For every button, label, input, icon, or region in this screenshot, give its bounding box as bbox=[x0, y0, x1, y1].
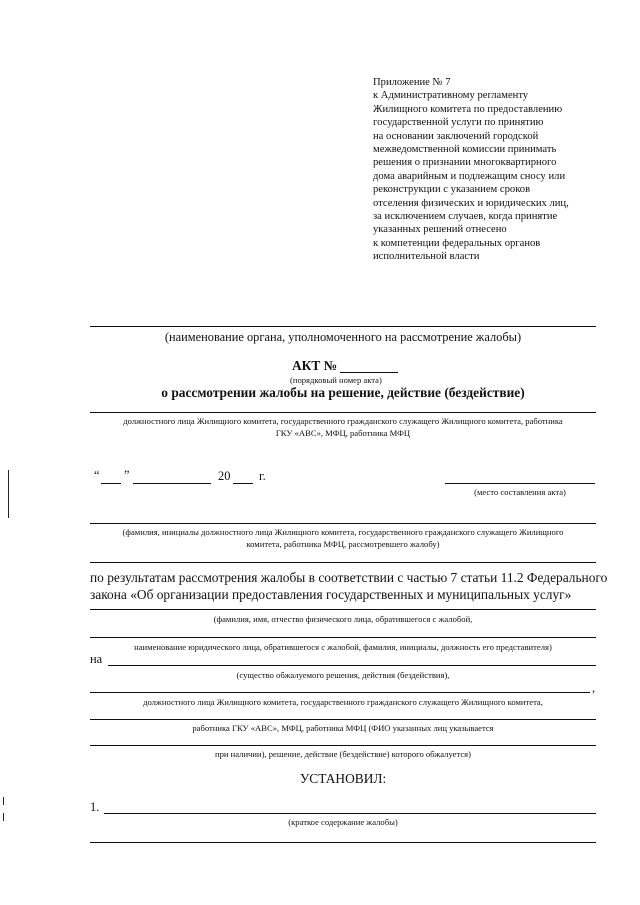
act-number-line[interactable] bbox=[340, 372, 398, 373]
scan-mark bbox=[3, 813, 4, 821]
date-year-suffix: г. bbox=[259, 469, 266, 483]
act-title: АКТ № bbox=[292, 358, 338, 373]
scan-mark bbox=[8, 470, 9, 518]
act-subtitle: о рассмотрении жалобы на решение, действие (бездействие) bbox=[161, 385, 525, 400]
official-caption: должностного лица Жилищного комитета, государственного гражданского служащего Жилищного комитета, bbox=[143, 697, 543, 707]
reviewer-line[interactable] bbox=[90, 523, 596, 524]
act-number-caption: (порядковый номер акта) bbox=[290, 375, 382, 385]
appendix-line: реконструкции с указанием сроков bbox=[373, 184, 531, 196]
organ-name-caption: (наименование органа, уполномоченного на рассмотрение жалобы) bbox=[164, 330, 522, 344]
appendix-line: межведомственной комиссии принимать bbox=[373, 144, 557, 156]
date-year-field[interactable] bbox=[233, 483, 253, 484]
complainant-line-2[interactable] bbox=[90, 637, 596, 638]
appendix-line: государственной услуги по принятию bbox=[373, 117, 544, 129]
appendix-line: дома аварийным и подлежащим сносу или bbox=[373, 170, 566, 182]
established-heading: УСТАНОВИЛ: bbox=[299, 771, 387, 786]
appendix-line: указанных решений отнесено bbox=[373, 224, 507, 236]
date-month-field[interactable] bbox=[133, 483, 211, 484]
summary-line-2[interactable] bbox=[90, 842, 596, 843]
official-caption: должностного лица Жилищного комитета, государственного гражданского служащего Жилищного комитета, работника bbox=[123, 416, 563, 426]
item-number: 1. bbox=[90, 800, 100, 814]
essence-line[interactable] bbox=[90, 692, 590, 693]
official-caption: при наличии), решение, действие (бездействие) которого обжалуется) bbox=[215, 749, 471, 759]
appendix-line: Приложение № 7 bbox=[373, 77, 451, 88]
summary-line[interactable] bbox=[104, 813, 596, 814]
official-line-2[interactable] bbox=[90, 719, 596, 720]
appendix-line: на основании заключений городской bbox=[373, 130, 539, 142]
place-line[interactable] bbox=[445, 483, 595, 484]
date-day-field[interactable] bbox=[101, 483, 121, 484]
date-close-quote: ” bbox=[124, 468, 130, 482]
on-label: на bbox=[90, 652, 103, 666]
appendix-line: отселения физических и юридических лиц, bbox=[373, 197, 569, 209]
person-caption: (фамилия, имя, отчество физического лица, обратившегося с жалобой, bbox=[213, 614, 473, 624]
reviewer-caption: (фамилия, инициалы должностного лица Жилищного комитета, государственного гражданского служащего Жилищного bbox=[122, 527, 564, 537]
date-year-prefix: 20 bbox=[218, 469, 231, 483]
appendix-block bbox=[373, 76, 623, 264]
legal-entity-caption: наименование юридического лица, обратившегося с жалобой, фамилия, инициалы, должность его представителя) bbox=[134, 642, 552, 652]
results-text: закона «Об организации предоставления государственных и муниципальных услуг» bbox=[90, 587, 572, 602]
complainant-line[interactable] bbox=[90, 609, 596, 610]
subject-line[interactable] bbox=[108, 665, 596, 666]
appendix-line: к компетенции федеральных органов bbox=[373, 237, 541, 249]
essence-caption: (существо обжалуемого решения, действия (бездействия), bbox=[236, 670, 450, 680]
official-caption: работника ГКУ «АВС», МФЦ, работника МФЦ (ФИО указанных лиц указывается bbox=[192, 723, 494, 733]
official-caption: ГКУ «АВС», МФЦ, работника МФЦ bbox=[275, 428, 411, 438]
appendix-line: за исключением случаев, когда принятие bbox=[373, 211, 558, 223]
appendix-line: исполнительной власти bbox=[373, 251, 480, 263]
appendix-line: к Административному регламенту bbox=[373, 90, 529, 102]
official-line-3[interactable] bbox=[90, 745, 596, 746]
appendix-line: решения о признании многоквартирного bbox=[373, 157, 557, 169]
official-line[interactable] bbox=[90, 412, 596, 413]
reviewer-caption: комитета, работника МФЦ, рассмотревшего жалобу) bbox=[246, 539, 440, 549]
organ-name-line[interactable] bbox=[90, 326, 596, 327]
separator-line bbox=[90, 562, 596, 563]
comma: , bbox=[592, 681, 596, 695]
summary-caption: (краткое содержание жалобы) bbox=[288, 817, 398, 827]
place-caption: (место составления акта) bbox=[474, 487, 566, 497]
scan-mark bbox=[3, 797, 4, 805]
appendix-line: Жилищного комитета по предоставлению bbox=[373, 103, 563, 115]
date-open-quote: “ bbox=[94, 468, 100, 482]
results-text: по результатам рассмотрения жалобы в соответствии с частью 7 статьи 11.2 Федерального bbox=[90, 570, 608, 585]
